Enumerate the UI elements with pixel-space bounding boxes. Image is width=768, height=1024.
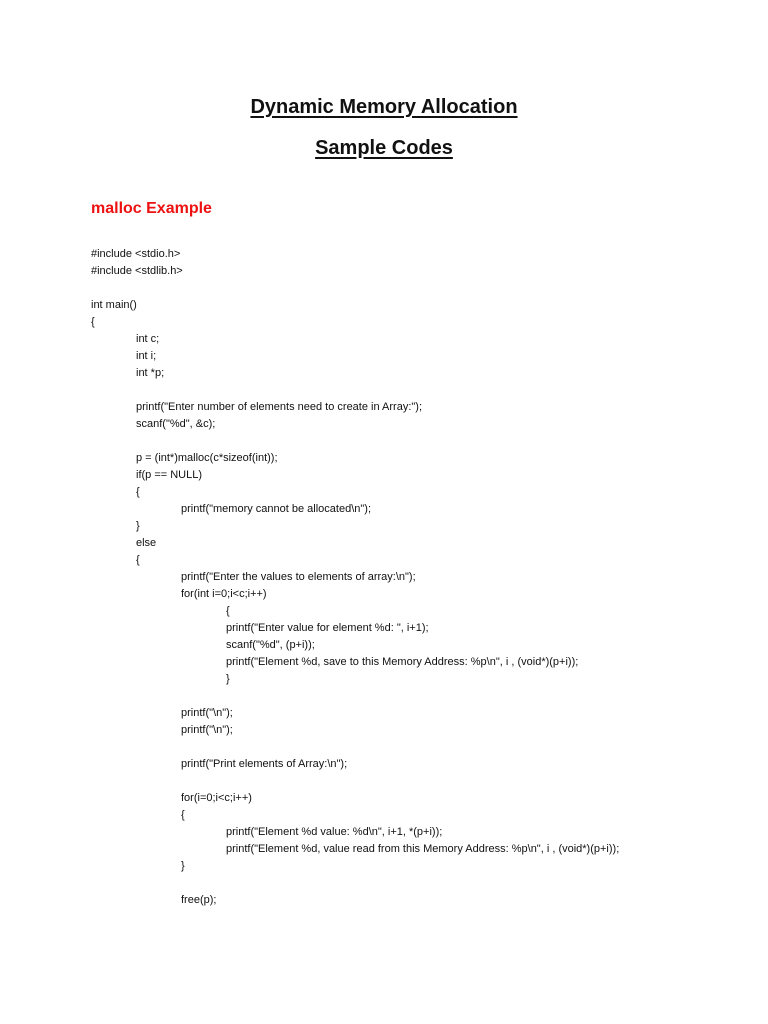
code-line: {: [136, 486, 140, 498]
code-line: else: [136, 537, 157, 549]
code-line: printf("memory cannot be allocated\n");: [181, 503, 372, 515]
code-line: #include <stdlib.h>: [91, 265, 183, 277]
code-line: scanf("%d", (p+i));: [226, 639, 315, 651]
code-blank-line: [91, 739, 751, 756]
code-line: {: [136, 554, 140, 566]
code-line: printf("\n");: [181, 707, 233, 719]
code-line: printf("Enter number of elements need to create in Array:");: [136, 401, 422, 413]
code-block: [91, 246, 751, 909]
code-line: printf("Enter value for element %d: ", i+1);: [226, 622, 429, 634]
code-line: if(p == NULL): [136, 469, 203, 481]
code-line: int i;: [136, 350, 157, 362]
code-line: }: [136, 520, 140, 532]
code-line: int main(): [91, 299, 137, 311]
code-line: int c;: [136, 333, 160, 345]
code-line: {: [181, 809, 185, 821]
document-title: Dynamic Memory Allocation: [250, 96, 518, 118]
code-blank-line: [91, 280, 751, 297]
code-line: free(p);: [181, 894, 217, 906]
code-line: printf("\n");: [181, 724, 233, 736]
code-line: {: [226, 605, 230, 617]
code-line: }: [181, 860, 185, 872]
code-line: scanf("%d", &c);: [136, 418, 216, 430]
code-blank-line: [91, 773, 751, 790]
code-line: printf("Print elements of Array:\n");: [181, 758, 348, 770]
code-line: #include <stdio.h>: [91, 248, 181, 260]
code-line: for(i=0;i<c;i++): [181, 792, 252, 804]
document-subtitle: Sample Codes: [315, 137, 453, 159]
code-line: printf("Element %d value: %d\n", i+1, *(p+i));: [226, 826, 443, 838]
code-line: {: [91, 316, 95, 328]
code-line: printf("Element %d, value read from this Memory Address: %p\n", i , (void*)(p+i));: [226, 843, 620, 855]
code-line: }: [226, 673, 230, 685]
code-line: int *p;: [136, 367, 165, 379]
section-heading: malloc Example: [91, 200, 212, 217]
code-blank-line: [91, 875, 751, 892]
code-line: printf("Element %d, save to this Memory Address: %p\n", i , (void*)(p+i));: [226, 656, 579, 668]
code-line: p = (int*)malloc(c*sizeof(int));: [136, 452, 278, 464]
code-line: for(int i=0;i<c;i++): [181, 588, 267, 600]
code-blank-line: [91, 433, 751, 450]
code-blank-line: [91, 688, 751, 705]
code-line: printf("Enter the values to elements of array:\n");: [181, 571, 416, 583]
code-blank-line: [91, 382, 751, 399]
